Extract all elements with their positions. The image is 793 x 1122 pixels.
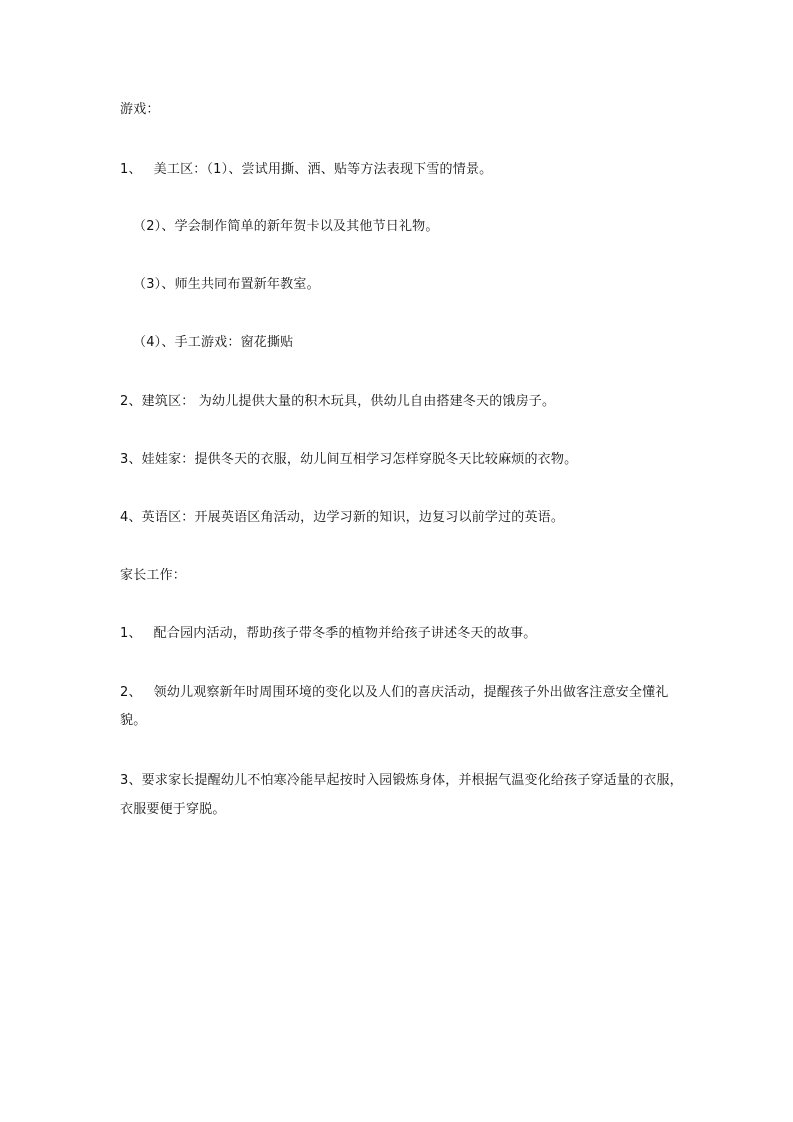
- parents-item-1-text: 配合园内活动，帮助孩子带冬季的植物并给孩子讲述冬天的故事。: [153, 626, 537, 641]
- parents-item-2: [120, 678, 680, 707]
- parents-item-2-continuation: 貌。: [120, 713, 147, 728]
- parents-heading: 家长工作：: [120, 568, 187, 583]
- parents-item-3: [120, 766, 683, 795]
- games-item-3: [120, 445, 680, 474]
- parents-item-3-number: 3、: [120, 773, 142, 788]
- games-item-4-number: 4、: [120, 510, 142, 525]
- games-item-1: [120, 155, 680, 184]
- games-item-1-sub-3: （3）、师生共同布置新年教室。: [133, 277, 320, 292]
- parents-item-2-text: 领幼儿观察新年时周围环境的变化以及人们的喜庆活动，提醒孩子外出做客注意安全懂礼: [153, 685, 669, 700]
- games-item-4-text: 英语区：开展英语区角活动，边学习新的知识，边复习以前学过的英语。: [141, 510, 565, 525]
- games-item-1-sub-4: （4）、手工游戏：窗花撕贴: [133, 335, 294, 350]
- parents-item-3-continuation: 衣服要便于穿脱。: [120, 802, 226, 817]
- games-item-4: [120, 503, 680, 532]
- parents-item-1: [120, 619, 680, 648]
- games-item-2-text: 建筑区： 为幼儿提供大量的积木玩具，供幼儿自由搭建冬天的饿房子。: [141, 394, 556, 409]
- games-item-1-text: 美工区：（1）、尝试用撕、洒、贴等方法表现下雪的情景。: [153, 162, 493, 177]
- games-item-3-number: 3、: [120, 452, 142, 467]
- games-item-1-sub-2: （2）、学会制作简单的新年贺卡以及其他节日礼物。: [133, 219, 439, 234]
- games-heading: 游戏：: [120, 102, 160, 117]
- games-item-1-number: 1、: [120, 162, 142, 177]
- games-item-3-text: 娃娃家：提供冬天的衣服，幼儿间互相学习怎样穿脱冬天比较麻烦的衣物。: [141, 452, 578, 467]
- games-item-2: [120, 387, 680, 416]
- games-item-2-number: 2、: [120, 394, 142, 409]
- parents-item-3-text: 要求家长提醒幼儿不怕寒冷能早起按时入园锻炼身体，并根据气温变化给孩子穿适量的衣服，: [141, 773, 683, 788]
- parents-item-1-number: 1、: [120, 626, 142, 641]
- parents-item-2-number: 2、: [120, 685, 142, 700]
